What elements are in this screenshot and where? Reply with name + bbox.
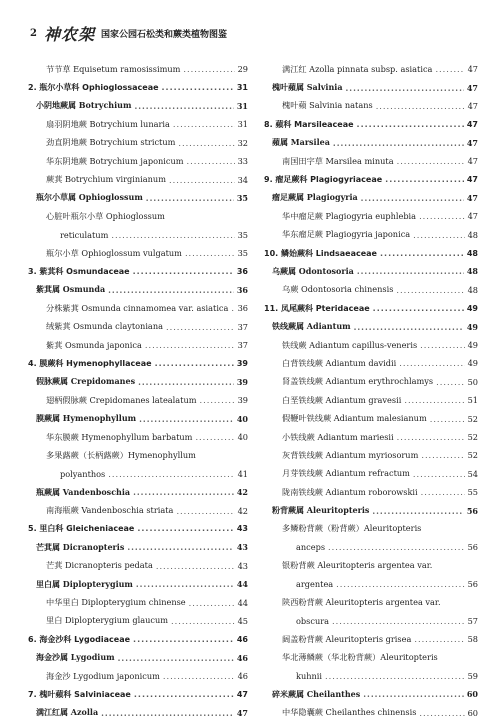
toc-entry-title: 白垩铁线蕨 Adiantum gravesii — [282, 394, 402, 405]
toc-entry — [28, 612, 248, 630]
toc-entry — [264, 226, 478, 244]
dot-leader — [435, 64, 464, 74]
dot-leader — [421, 487, 465, 497]
toc-entry-page: 29 — [237, 64, 248, 75]
toc-entry-title: 小阴地蕨属 Botrychium — [36, 100, 132, 111]
toc-entry-page: 32 — [237, 137, 248, 148]
toc-entry-title: 陕西粉背蕨 Aleuritopteris argentea var. — [282, 597, 441, 608]
toc-entry-page: 43 — [237, 560, 248, 571]
toc-entry — [264, 207, 478, 225]
toc-entry-page: 35 — [237, 248, 248, 259]
toc-entry — [264, 465, 478, 483]
toc-entry — [264, 134, 478, 152]
toc-entry — [28, 428, 248, 446]
toc-entry — [264, 685, 478, 703]
page-number: 2 — [30, 27, 37, 39]
toc-entry-page: 40 — [236, 413, 248, 424]
toc-entry-title: 3. 紫萁科 Osmundaceae — [28, 266, 130, 276]
dot-leader — [162, 83, 234, 92]
toc-entry-title: 瓶蕨属 Vandenboschia — [36, 486, 131, 497]
toc-entry — [28, 78, 248, 96]
dot-leader — [357, 266, 464, 276]
toc-entry-title: 南国田字草 Marsilea minuta — [282, 155, 394, 166]
toc-entry-page: 46 — [236, 652, 248, 663]
dot-leader — [361, 193, 464, 203]
dot-leader — [376, 101, 465, 111]
toc-entry-page: 48 — [467, 229, 478, 240]
dot-leader — [363, 689, 464, 699]
toc-entry-title: 紫萁属 Osmunda — [36, 284, 106, 295]
toc-entry-page: 44 — [236, 579, 248, 590]
toc-entry-page: 36 — [237, 303, 248, 314]
toc-entry-title: 7. 槐叶蘋科 Salviniaceae — [28, 689, 131, 699]
toc-entry-page: 57 — [467, 615, 478, 626]
toc-entry — [28, 446, 248, 464]
toc-entry-page: 42 — [237, 505, 248, 516]
toc-entry-page: 42 — [236, 487, 248, 498]
toc-entry — [264, 630, 478, 648]
toc-entry-title: 乌蕨属 Odontosoria — [272, 265, 354, 276]
toc-entry-page: 43 — [236, 542, 248, 553]
toc-entry — [28, 226, 248, 244]
toc-entry — [264, 520, 478, 538]
dot-leader — [183, 64, 234, 74]
toc-entry-title: 满江红 Azolla pinnata subsp. asiatica — [282, 63, 433, 74]
toc-entry-title: 粉背蕨属 Aleuritopteris — [272, 505, 370, 516]
dot-leader — [127, 542, 234, 552]
dot-leader — [200, 395, 235, 405]
toc-entry-page: 47 — [466, 137, 478, 148]
dot-leader — [118, 653, 234, 663]
toc-right-column — [264, 60, 478, 722]
toc-entry-title: 多果蕗蕨（长柄蕗蕨）Hymenophyllum — [46, 449, 196, 460]
toc-entry-page: 47 — [236, 689, 248, 699]
toc-entry — [264, 299, 478, 317]
toc-entry-title: 2. 瓶尔小草科 Ophioglossaceae — [28, 83, 159, 93]
toc-entry-title: argentea — [296, 579, 334, 590]
toc-entry — [264, 649, 478, 667]
toc-entry-page: 34 — [237, 174, 248, 185]
dot-leader — [332, 616, 465, 626]
toc-entry-page: 51 — [467, 395, 478, 406]
toc-entry-title: 碎米蕨属 Cheilanthes — [272, 688, 361, 699]
toc-entry-page: 60 — [466, 689, 478, 700]
toc-entry-page: 33 — [237, 156, 248, 167]
dot-leader — [146, 193, 234, 203]
toc-entry-page: 47 — [466, 192, 478, 203]
toc-entry-title: 膜蕨属 Hymenophyllum — [36, 413, 137, 424]
dot-leader — [178, 138, 234, 148]
toc-left-column — [28, 60, 248, 722]
dot-leader — [133, 635, 234, 644]
dot-leader — [385, 175, 464, 184]
toc-entry — [264, 612, 478, 630]
toc-entry — [28, 207, 248, 225]
toc-entry — [264, 667, 478, 685]
toc-entry-title: 9. 瘤足蕨科 Plagiogyriaceae — [264, 175, 383, 185]
toc-entry-page: 47 — [236, 707, 248, 718]
dot-leader — [136, 579, 234, 589]
toc-entry — [28, 704, 248, 722]
toc-entry — [264, 97, 478, 115]
toc-entry-title: 华北薄鳞蕨（华北粉背蕨）Aleuritopteris — [282, 652, 438, 663]
toc-entry-page: 47 — [466, 82, 478, 93]
dot-leader — [357, 120, 464, 129]
page-header — [30, 18, 480, 48]
dot-leader — [419, 708, 464, 718]
toc-entry-page: 47 — [467, 156, 478, 167]
toc-entry-title: kuhnii — [296, 671, 323, 682]
toc-entry — [28, 483, 248, 501]
dot-leader — [397, 156, 465, 166]
toc-entry-page: 56 — [467, 542, 478, 553]
toc-entry — [28, 170, 248, 188]
toc-entry — [28, 281, 248, 299]
toc-entry — [264, 391, 478, 409]
toc-entry-title: 银粉背蕨 Aleuritopteris argentea var. — [282, 560, 433, 571]
toc-entry — [28, 575, 248, 593]
dot-leader — [231, 303, 234, 313]
toc-entry-page: 48 — [466, 248, 478, 258]
dot-leader — [413, 469, 465, 479]
toc-entry-title: 华东膜蕨 Hymenophyllum barbatum — [46, 431, 193, 442]
toc-entry-page: 49 — [466, 303, 478, 313]
toc-entry-page: 59 — [467, 671, 478, 682]
toc-entry-title: 劲直阴地蕨 Botrychium strictum — [46, 137, 176, 148]
toc-entry-title: 华东瘤足蕨 Plagiogyria japonica — [282, 229, 411, 240]
toc-entry-page: 47 — [467, 100, 478, 111]
dot-leader — [404, 395, 464, 405]
toc-entry — [28, 373, 248, 391]
toc-entry-page: 60 — [467, 707, 478, 718]
toc-entry-page: 36 — [236, 284, 248, 295]
toc-entry-title: 扇羽阴地蕨 Botrychium lunaria — [46, 118, 170, 129]
toc-entry — [264, 354, 478, 372]
toc-entry-page: 49 — [467, 358, 478, 369]
toc-entry — [264, 115, 478, 133]
toc-entry-title: 蘋属 Marsilea — [272, 137, 330, 148]
toc-entry-title: 假脉蕨属 Crepidomanes — [36, 376, 136, 387]
toc-entry-title: polyanthos — [60, 468, 106, 479]
toc-entry — [28, 317, 248, 335]
toc-entry-title: 小铁线蕨 Adiantum mariesii — [282, 431, 394, 442]
dot-leader — [399, 358, 464, 368]
dot-leader — [396, 285, 464, 295]
dot-leader — [336, 579, 464, 589]
toc-entry — [264, 336, 478, 354]
toc-entry — [28, 630, 248, 648]
toc-entry — [28, 501, 248, 519]
dot-leader — [189, 598, 235, 608]
toc-entry — [264, 244, 478, 262]
book-title: 国家公园石松类和蕨类植物图鉴 — [101, 29, 228, 40]
toc-entry-title: 节节草 Equisetum ramosissimum — [46, 63, 181, 74]
dot-leader — [413, 230, 464, 240]
toc-entry-page: 31 — [236, 100, 248, 111]
toc-entry-title: 里白 Diplopterygium glaucum — [46, 615, 169, 626]
toc-entry — [264, 281, 478, 299]
toc-entry-page: 39 — [236, 376, 248, 387]
toc-entry-title: 肾盖铁线蕨 Adiantum erythrochlamys — [282, 376, 434, 387]
dot-leader — [325, 671, 465, 681]
dot-leader — [139, 414, 234, 424]
toc-entry-page: 58 — [467, 634, 478, 645]
toc-entry-page: 56 — [467, 579, 478, 590]
dot-leader — [328, 542, 465, 552]
toc-entry-title: 槐叶蘋 Salvinia natans — [282, 100, 373, 111]
toc-entry — [264, 575, 478, 593]
toc-entry-page: 55 — [467, 487, 478, 498]
toc-entry — [28, 593, 248, 611]
brand-logo: 神农架 — [44, 24, 96, 44]
toc-entry-title: 绒紫萁 Osmunda claytoniana — [46, 321, 163, 332]
toc-entry — [264, 262, 478, 280]
toc-entry-page: 49 — [466, 321, 478, 332]
toc-entry-title: 华东阴地蕨 Botrychium japonicum — [46, 155, 184, 166]
toc-entry-page: 35 — [237, 229, 248, 240]
toc-entry — [28, 409, 248, 427]
toc-entry — [264, 501, 478, 519]
toc-entry-page: 46 — [236, 634, 248, 644]
toc-entry-title: 芒萁 Dicranopteris pedata — [46, 560, 153, 571]
toc-entry-title: 6. 海金沙科 Lygodiaceae — [28, 634, 131, 644]
toc-entry-title: 里白属 Diplopterygium — [36, 578, 133, 589]
toc-entry-title: 铁线蕨属 Adiantum — [272, 321, 351, 332]
dot-leader — [187, 156, 235, 166]
toc-entry-title: 假鞭叶铁线蕨 Adiantum malesianum — [282, 413, 427, 424]
toc-entry-page: 37 — [237, 340, 248, 351]
toc-entry-page: 48 — [467, 284, 478, 295]
dot-leader — [380, 249, 464, 258]
dot-leader — [419, 211, 465, 221]
toc-entry-page: 39 — [237, 395, 248, 406]
dot-leader — [430, 414, 465, 424]
toc-entry — [264, 704, 478, 722]
toc-entry-title: 南海瓶蕨 Vandenboschia striata — [46, 505, 174, 516]
toc-entry-title: 8. 蘋科 Marsileaceae — [264, 119, 354, 129]
toc-entry-title: 11. 凤尾蕨科 Pteridaceae — [264, 303, 370, 313]
dot-leader — [111, 230, 234, 240]
toc-entry-title: anceps — [296, 542, 326, 553]
toc-entry-title: 紫萁 Osmunda japonica — [46, 339, 142, 350]
toc-entry — [28, 520, 248, 538]
dot-leader — [333, 138, 464, 148]
toc-entry-page: 40 — [237, 432, 248, 442]
toc-entry-title: 10. 鳞始蕨科 Lindsaeaceae — [264, 248, 377, 258]
toc-entry-title: 陇南铁线蕨 Adiantum roborowskii — [282, 486, 418, 497]
toc-entry-page: 47 — [466, 119, 478, 129]
toc-entry — [264, 538, 478, 556]
dot-leader — [420, 340, 464, 350]
toc-entry-page: 52 — [467, 413, 478, 424]
toc-entry-title: 4. 膜蕨科 Hymenophyllaceae — [28, 358, 152, 368]
toc-entry-title: 乌蕨 Odontosoria chinensis — [282, 284, 394, 295]
toc-entry-page: 56 — [466, 505, 478, 516]
toc-entry — [264, 373, 478, 391]
toc-entry-title: 心脏叶瓶尔小草 Ophioglossum — [46, 210, 165, 221]
toc-entry-page: 48 — [466, 266, 478, 277]
toc-entry-page: 43 — [236, 524, 248, 534]
dot-leader — [137, 524, 234, 533]
toc-entry-title: 海金沙 Lygodium japonicum — [46, 670, 160, 681]
dot-leader — [372, 506, 464, 516]
toc-entry-title: 华中瘤足蕨 Plagiogyria euphlebia — [282, 210, 417, 221]
toc-entry — [264, 446, 478, 464]
dot-leader — [173, 119, 235, 129]
toc-entry-page: 46 — [237, 671, 248, 682]
toc-entry-title: 多鳞粉背蕨（粉背蕨）Aleuritopteris — [282, 523, 422, 534]
dot-leader — [155, 359, 234, 368]
dot-leader — [133, 487, 234, 497]
toc-entry-page: 31 — [236, 83, 248, 93]
toc-entry — [28, 391, 248, 409]
toc-entry — [28, 299, 248, 317]
toc-entry — [28, 354, 248, 372]
toc-entry — [28, 336, 248, 354]
toc-entry — [28, 97, 248, 115]
toc-entry-title: 瘤足蕨属 Plagiogyria — [272, 192, 358, 203]
toc-entry — [264, 483, 478, 501]
toc-entry-page: 47 — [466, 175, 478, 185]
toc-entry — [28, 152, 248, 170]
dot-leader — [195, 432, 234, 442]
dot-leader — [138, 377, 234, 387]
toc-entry-title: 芒萁属 Dicranopteris — [36, 541, 125, 552]
toc-entry-page: 49 — [467, 340, 478, 351]
toc-entry-page: 31 — [237, 119, 248, 130]
toc-entry — [28, 189, 248, 207]
toc-entry-page: 45 — [237, 615, 248, 626]
toc-entry — [264, 60, 478, 78]
dot-leader — [176, 506, 234, 516]
dot-leader — [134, 101, 233, 111]
toc-entry-title: 阔盖粉背蕨 Aleuritopteris grisea — [282, 633, 412, 644]
dot-leader — [101, 708, 234, 718]
toc-entry-page: 39 — [236, 358, 248, 368]
toc-entry — [264, 152, 478, 170]
toc-entry-page: 35 — [236, 192, 248, 203]
toc-entry-title: 满江红属 Azolla — [36, 707, 99, 718]
toc-entry — [28, 60, 248, 78]
toc-entry — [264, 428, 478, 446]
toc-entry-title: 月芽铁线蕨 Adiantum refractum — [282, 468, 410, 479]
toc-entry-title: 白背铁线蕨 Adiantum davidii — [282, 357, 397, 368]
dot-leader — [166, 322, 235, 332]
toc-entry-title: 灰背铁线蕨 Adiantum myriosorum — [282, 449, 419, 460]
dot-leader — [421, 450, 464, 460]
dot-leader — [354, 322, 464, 332]
toc-entry-title: 瓶尔小草属 Ophioglossum — [36, 192, 143, 203]
toc-entry — [28, 115, 248, 133]
dot-leader — [156, 561, 235, 571]
toc-entry-title: 5. 里白科 Gleicheniaceae — [28, 524, 135, 534]
dot-leader — [436, 377, 464, 387]
toc-entry-page: 37 — [237, 321, 248, 332]
toc-entry-title: 中华里白 Diplopterygium chinense — [46, 597, 186, 608]
toc-entry-page: 41 — [237, 468, 248, 479]
toc-entry — [264, 593, 478, 611]
toc-entry — [264, 317, 478, 335]
toc-entry — [264, 557, 478, 575]
toc-entry-title: 中华隐囊蕨 Cheilanthes chinensis — [282, 707, 417, 718]
dot-leader — [163, 671, 235, 681]
toc-entry-title: 铁线蕨 Adiantum capillus-veneris — [282, 339, 418, 350]
dot-leader — [373, 304, 464, 313]
dot-leader — [397, 432, 465, 442]
toc-entry — [28, 685, 248, 703]
toc-entry — [264, 78, 478, 96]
dot-leader — [108, 469, 234, 479]
toc-entry — [28, 262, 248, 280]
toc-entry-page: 44 — [237, 597, 248, 608]
dot-leader — [414, 634, 464, 644]
dot-leader — [108, 285, 234, 295]
toc-entry — [28, 538, 248, 556]
toc-entry — [264, 409, 478, 427]
toc-entry — [28, 134, 248, 152]
dot-leader — [169, 175, 235, 185]
toc-entry-title: 翅柄假脉蕨 Crepidomanes latealatum — [46, 394, 197, 405]
toc-entry-page: 47 — [467, 64, 478, 75]
toc-entry-title: 分株紫萁 Osmunda cinnamomea var. asiatica — [46, 302, 229, 313]
toc-entry — [28, 557, 248, 575]
dot-leader — [171, 616, 235, 626]
toc-entry-title: reticulatum — [60, 229, 109, 240]
toc-entry — [28, 667, 248, 685]
toc-entry-title: 蕨萁 Botrychium virginianum — [46, 174, 166, 185]
dot-leader — [185, 248, 235, 258]
toc-entry-title: 海金沙属 Lygodium — [36, 652, 115, 663]
toc-entry-page: 47 — [467, 211, 478, 222]
toc-entry-title: 瓶尔小草 Ophioglossum vulgatum — [46, 247, 182, 258]
toc-entry — [28, 465, 248, 483]
toc-entry-page: 50 — [467, 376, 478, 387]
dot-leader — [134, 690, 234, 699]
toc-entry — [264, 189, 478, 207]
toc-entry — [264, 170, 478, 188]
toc-entry-page: 52 — [467, 432, 478, 442]
dot-leader — [346, 83, 464, 93]
toc-entry — [28, 649, 248, 667]
toc-entry-page: 36 — [236, 266, 248, 276]
dot-leader — [145, 340, 235, 350]
toc-entry-title: 槐叶蘋属 Salvinia — [272, 82, 343, 93]
toc-entry-title: obscura — [296, 615, 330, 626]
dot-leader — [133, 267, 234, 276]
toc-entry-page: 52 — [467, 450, 478, 461]
toc-entry-page: 54 — [467, 468, 478, 479]
toc-entry — [28, 244, 248, 262]
